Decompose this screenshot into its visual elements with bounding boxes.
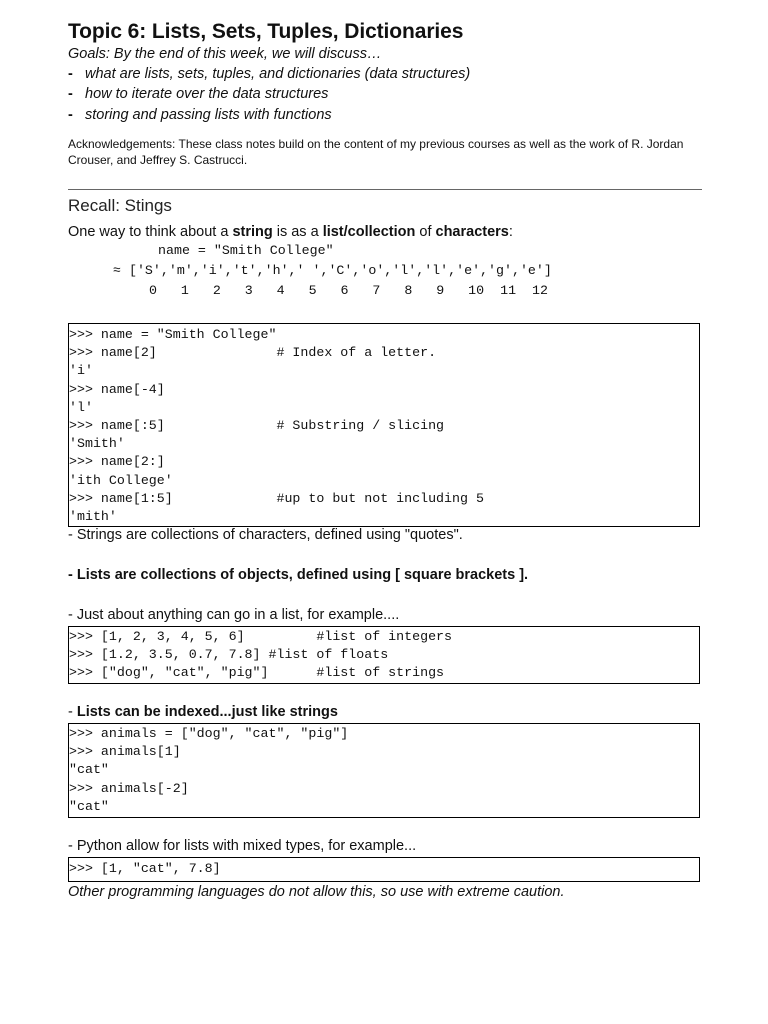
caution-note: Other programming languages do not allow this, so use with extreme caution. xyxy=(68,884,565,900)
code-line: >>> [1, "cat", 7.8] xyxy=(69,861,221,876)
code-line: 'i' xyxy=(69,363,93,379)
intro-text: : xyxy=(508,224,513,240)
intro-string: string xyxy=(232,224,273,240)
section-divider xyxy=(68,189,702,190)
goals-intro: Goals: By the end of this week, we will discuss… xyxy=(68,46,382,62)
index-numbers: 0 1 2 3 4 5 6 7 8 9 10 11 12 xyxy=(149,283,548,298)
anything-note: - Just about anything can go in a list, for example.... xyxy=(68,607,400,623)
code-line: >>> animals[1] xyxy=(69,744,181,760)
strings-note: - Strings are collections of characters, defined using "quotes". xyxy=(68,527,463,543)
intro-text: One way to think about a xyxy=(68,224,233,240)
section-heading: Recall: Stings xyxy=(68,196,172,215)
bullet-dash: - xyxy=(68,86,73,102)
goal-item xyxy=(68,107,332,123)
goal-text: what are lists, sets, tuples, and dictionaries (data structures) xyxy=(85,66,471,82)
code-block-mixed xyxy=(68,857,700,882)
intro-characters: characters xyxy=(435,224,509,240)
page-title: Topic 6: Lists, Sets, Tuples, Dictionaries xyxy=(68,20,464,43)
code-line: >>> name[-4] xyxy=(69,381,165,397)
code-line: >>> name[2:] xyxy=(69,454,165,470)
bullet-dash: - xyxy=(68,66,73,82)
code-line: >>> ["dog", "cat", "pig"] #list of strings xyxy=(69,665,445,681)
code-block-list-types xyxy=(68,626,700,684)
intro-list: list/collection xyxy=(322,224,416,240)
code-line: >>> [1, 2, 3, 4, 5, 6] #list of integers xyxy=(69,629,453,644)
code-line: >>> [1.2, 3.5, 0.7, 7.8] #list of floats xyxy=(69,647,389,663)
indexed-note-text: Lists can be indexed...just like strings xyxy=(76,704,338,720)
goal-item xyxy=(68,86,328,102)
assign-line: name = "Smith College" xyxy=(158,243,334,258)
code-line: >>> animals[-2] xyxy=(69,780,189,796)
code-line: >>> name = "Smith College" xyxy=(69,327,277,342)
acknowledgements: Acknowledgements: These class notes build on the content of my previous courses as well as the work of R. Jordan Crouser, and Jeffrey S. Castrucci. xyxy=(68,137,684,167)
code-line: 'Smith' xyxy=(69,436,125,452)
mixed-note: - Python allow for lists with mixed types, for example... xyxy=(68,838,417,854)
code-line: 'mith' xyxy=(69,508,117,524)
bullet-dash: - xyxy=(68,107,73,123)
lists-note: - Lists are collections of objects, defined using [ square brackets ]. xyxy=(68,567,529,583)
code-block-indexing xyxy=(68,723,700,818)
code-line: >>> name[2] # Index of a letter. xyxy=(69,345,437,361)
intro-text: is as a xyxy=(272,224,323,240)
code-line: 'ith College' xyxy=(69,472,173,488)
code-line: >>> name[1:5] #up to but not including 5 xyxy=(69,490,484,506)
goal-text: storing and passing lists with functions xyxy=(85,107,332,123)
code-line: 'l' xyxy=(69,399,93,415)
note-prefix: - xyxy=(68,704,77,720)
intro-text: of xyxy=(415,224,436,240)
code-line: "cat" xyxy=(69,798,109,814)
goal-item xyxy=(68,66,470,82)
code-line: >>> animals = ["dog", "cat", "pig"] xyxy=(69,726,349,741)
goal-text: how to iterate over the data structures xyxy=(85,86,329,102)
indexed-note xyxy=(68,704,338,720)
code-block-strings xyxy=(68,323,700,527)
code-line: >>> name[:5] # Substring / slicing xyxy=(69,417,445,433)
code-line: "cat" xyxy=(69,762,109,778)
string-intro xyxy=(68,224,513,240)
approx-char-list: ≈ ['S','m','i','t','h',' ','C','o','l','l','e','g','e'] xyxy=(113,263,552,278)
